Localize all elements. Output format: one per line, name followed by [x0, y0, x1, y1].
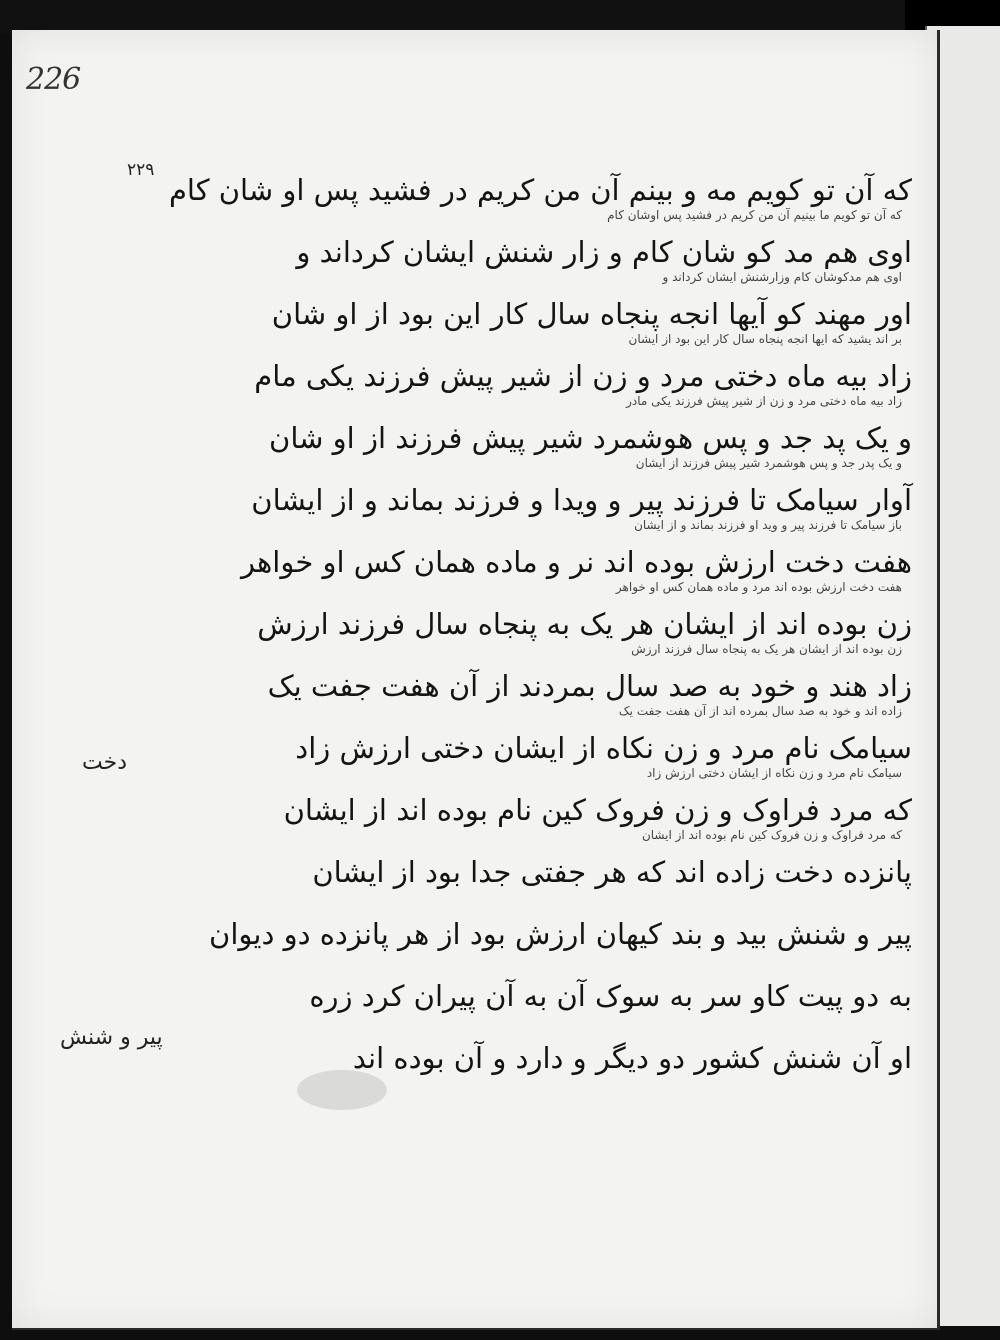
interlinear-gloss: زاد بیه ماه دختی مرد و زن از شیر پیش فرزند یکی مادر: [626, 394, 902, 408]
line-text: زاد هند و خود به صد سال بمردند از آن هفت جفت یک: [267, 669, 912, 703]
interlinear-gloss: باز سیامک تا فرزند پیر و وید او فرزند بماند و از ایشان: [634, 518, 902, 532]
text-line: [192, 356, 912, 418]
text-line: [168, 170, 912, 232]
text-line: [192, 914, 912, 976]
text-line: [192, 852, 912, 914]
line-text: و یک پد جد و پس هوشمرد شیر پیش فرزند از او شان: [269, 421, 912, 455]
line-text: به دو پیت کاو سر به سوک آن به آن پیران کرد زره: [309, 979, 912, 1013]
interlinear-gloss: زن بوده اند از ایشان هر یک به پنجاه سال فرزند ارزش: [631, 642, 902, 656]
text-line: [192, 294, 912, 356]
interlinear-gloss: زاده اند و خود به صد سال بمرده اند از آن هفت جفت یک: [618, 704, 902, 718]
main-text-block: [168, 170, 912, 1092]
text-line: [192, 790, 912, 852]
text-line: [192, 728, 912, 790]
interlinear-gloss: سیامک نام مرد و زن نکاه از ایشان دختی ارزش زاد: [646, 766, 902, 780]
line-text: که مرد فراوک و زن فروک کین نام بوده اند از ایشان: [283, 793, 912, 827]
line-text: پانزده دخت زاده اند که هر جفتی جدا بود از ایشان: [312, 855, 912, 889]
line-text: او آن شنش کشور دو دیگر و دارد و آن بوده اند: [352, 1041, 912, 1075]
scan-border-top: [0, 0, 1000, 34]
text-line: [192, 232, 912, 294]
line-text: سیامک نام مرد و زن نکاه از ایشان دختی ارزش زاد: [295, 731, 912, 765]
text-line: [192, 418, 912, 480]
line-text: زن بوده اند از ایشان هر یک به پنجاه سال فرزند ارزش: [257, 607, 912, 641]
text-line: [192, 976, 912, 1038]
interlinear-gloss: اوی هم مدکوشان کام وزارشنش ایشان کرداند و: [662, 270, 902, 284]
margin-note: پیر و شنش: [60, 1025, 163, 1050]
interlinear-gloss: هفت دخت ارزش بوده اند مرد و ماده همان کس او خواهر: [615, 580, 902, 594]
line-text: زاد بیه ماه دختی مرد و زن از شیر پیش فرزند یکی مام: [254, 359, 912, 393]
line-text: که آن تو کویم مه و بینم آن من کریم در فشید پس او شان کام: [168, 173, 912, 207]
text-line: [192, 666, 912, 728]
line-text: هفت دخت ارزش بوده اند نر و ماده همان کس او خواهر: [241, 545, 912, 579]
interlinear-gloss: و یک پدر جد و پس هوشمرد شیر پیش فرزند از ایشان: [635, 456, 902, 470]
interlinear-gloss: که آن تو کویم ما بینیم آن من کریم در فشید پس اوشان کام: [607, 208, 902, 222]
line-text: آوار سیامک تا فرزند پیر و ویدا و فرزند بماند و از ایشان: [251, 483, 912, 517]
text-line: [192, 480, 912, 542]
manuscript-page: [12, 30, 940, 1330]
line-text: اور مهند کو آیها انجه پنجاه سال کار این بود از او شان: [271, 297, 912, 331]
line-text: پیر و شنش بید و بند کیهان ارزش بود از هر پانزده دو دیوان: [209, 917, 912, 951]
interlinear-gloss: بر اند یشید که ایها انجه پنجاه سال کار این بود از ایشان: [628, 332, 902, 346]
page-number: 226: [26, 62, 81, 97]
text-line: [192, 542, 912, 604]
margin-note: دخت: [82, 750, 127, 775]
line-text: اوی هم مد کو شان کام و زار شنش ایشان کرداند و: [296, 235, 912, 269]
folio-number: ۲۲۹: [127, 160, 155, 180]
text-line: [192, 604, 912, 666]
ink-stain: [297, 1070, 387, 1110]
interlinear-gloss: که مرد فراوک و زن فروک کین نام بوده اند از ایشان: [641, 828, 902, 842]
